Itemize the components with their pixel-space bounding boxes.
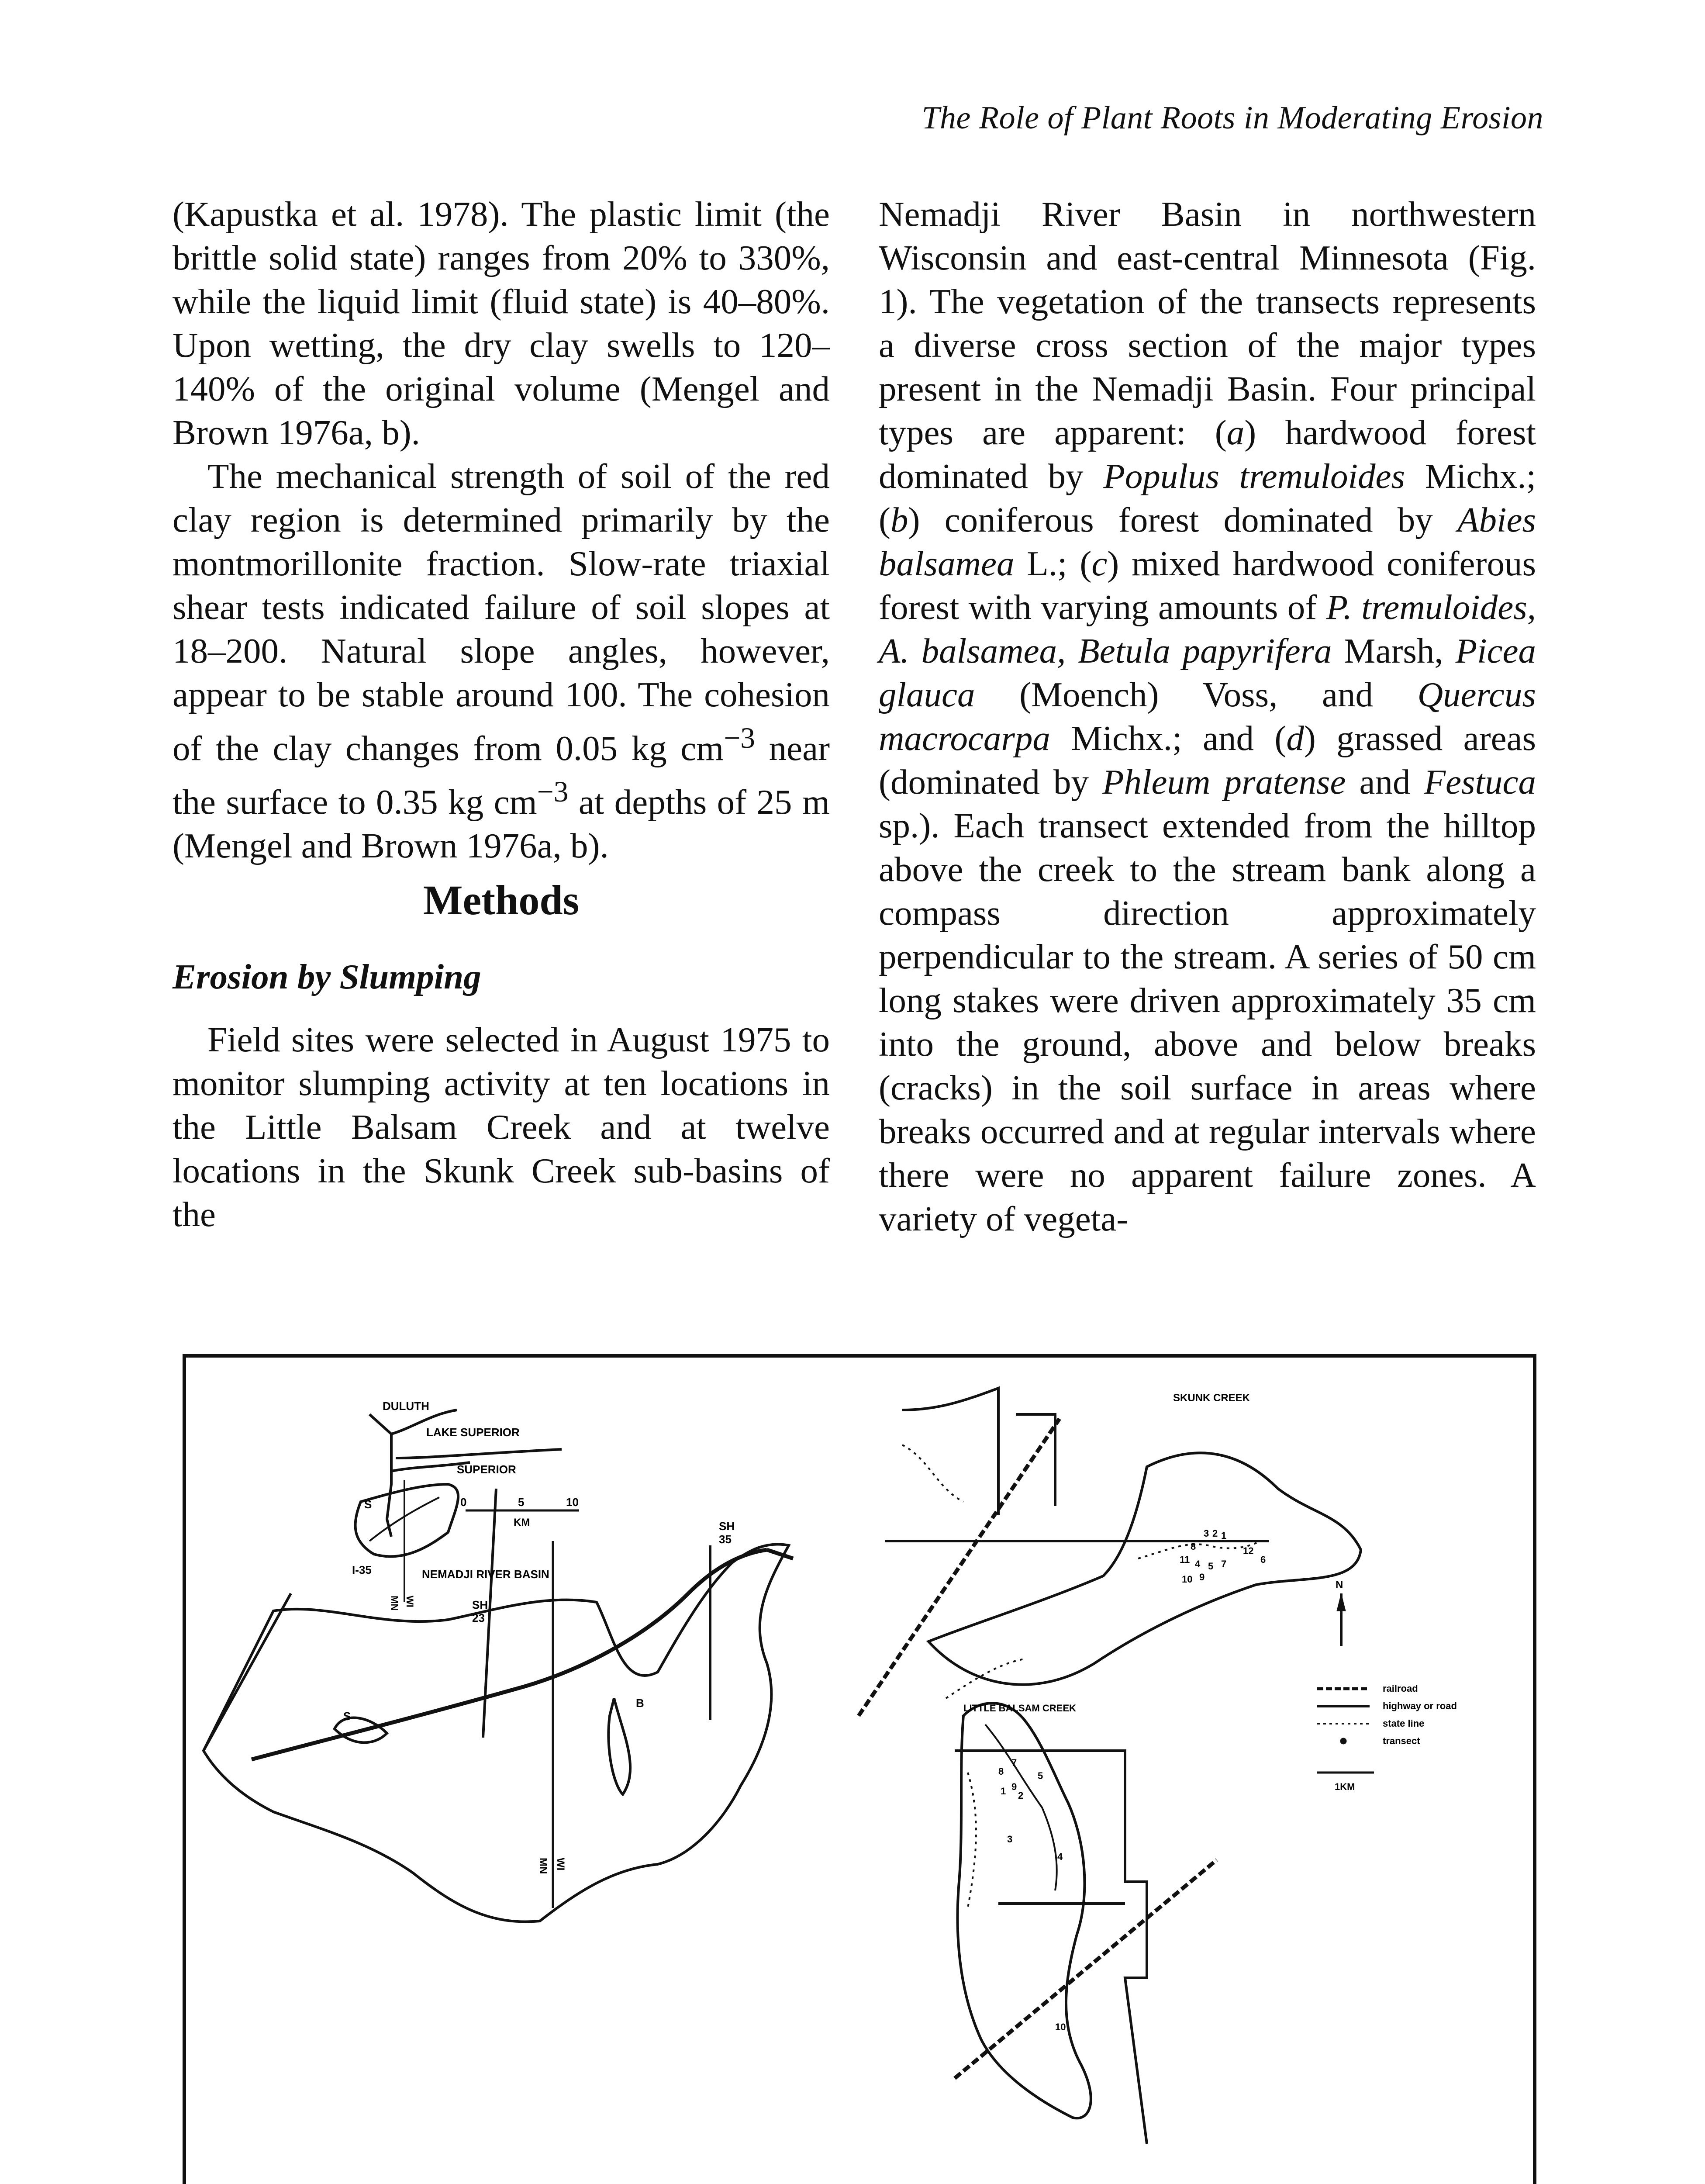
lb-tributary — [968, 1773, 976, 1908]
skunk-creek — [1138, 1541, 1260, 1559]
transect-label: 3 — [1007, 1834, 1013, 1845]
st-louis-river — [369, 1414, 391, 1537]
little-balsam-map — [955, 1703, 1217, 2144]
north-arrowhead — [1337, 1593, 1346, 1611]
sh23-label: 23 — [472, 1611, 485, 1624]
scale-0: 0 — [460, 1496, 467, 1509]
lb-basin-outline — [958, 1703, 1091, 2118]
transect-label: 1 — [1221, 1530, 1227, 1541]
basin-map — [204, 1489, 793, 1922]
location-map — [186, 1358, 1533, 2184]
scale-5: 5 — [518, 1496, 525, 1509]
left-column — [173, 192, 830, 867]
basin-label: NEMADJI RIVER BASIN — [422, 1568, 549, 1581]
lb-road — [1038, 1751, 1147, 2144]
transect-label: 7 — [1011, 1757, 1017, 1768]
basin-outline — [204, 1544, 789, 1921]
north-label: N — [1336, 1579, 1343, 1591]
transect-label: 5 — [1038, 1770, 1043, 1781]
transect-label: 10 — [1182, 1574, 1193, 1585]
transect-label: 9 — [1199, 1572, 1205, 1583]
superior-label: SUPERIOR — [457, 1463, 516, 1476]
skunk-road — [902, 1388, 998, 1515]
sh23-label: SH — [472, 1598, 488, 1611]
river-mouth — [767, 1550, 793, 1559]
transect-label: 2 — [1212, 1528, 1218, 1539]
transect-label: 12 — [1243, 1545, 1254, 1556]
lb-transect-labels — [998, 1757, 1066, 2032]
sh35-label: SH — [719, 1520, 735, 1533]
scale-km: KM — [514, 1517, 530, 1528]
mn-label: MN — [389, 1596, 400, 1611]
wi-label: WI — [555, 1858, 566, 1871]
lake-superior-shore — [396, 1449, 562, 1458]
transect-label: 7 — [1221, 1559, 1227, 1569]
subsection-heading: Erosion by Slumping — [173, 957, 481, 996]
paragraph: (Kapustka et al. 1978). The plastic limit (the brittle solid state) ranges from 20% to 330%, while the liquid limit (fluid state) is 40–80%. Upon wetting, the dry clay swells to 120–140% of the original volume (Mengel and Brown 1976a, b). — [173, 194, 830, 452]
legend-scale-label: 1KM — [1335, 1781, 1355, 1792]
mn-label: MN — [537, 1858, 549, 1874]
section-heading: Methods — [423, 877, 580, 923]
legend — [1317, 1593, 1374, 1773]
paragraph: Field sites were selected in August 1975 to monitor slumping activity at ten locations in the Little Balsam Creek and at twelve locations in the Skunk Creek sub-basins of the — [173, 1020, 830, 1234]
i35-label: I-35 — [352, 1563, 372, 1576]
scale-10: 10 — [566, 1496, 579, 1509]
legend-state-label: state line — [1383, 1718, 1425, 1729]
transect-label: 9 — [1011, 1781, 1017, 1792]
duluth-label: DULUTH — [383, 1400, 429, 1413]
sh23-highway — [483, 1489, 496, 1738]
transect-label: 4 — [1195, 1559, 1201, 1569]
creek-loop — [608, 1698, 630, 1794]
paragraph: Nemadji River Basin in northwestern Wisconsin and east-central Minnesota (Fig. 1). The vegetation of the transects represents a diverse cross section of the major types present in the Nemadji Basin. Four principal types are apparent: (a) hardwood forest dominated by Populus tremuloides Michx.; (b) coniferous forest dominated by Abies balsamea L.; (c) mixed hardwood coniferous forest with varying amounts of P. tremuloides, A. balsamea, Betula papyrifera Marsh, Picea glauca (Moench) Voss, and Quercus macrocarpa Michx.; and (d) grassed areas (dominated by Phleum pratense and Festuca sp.). Each transect extended from the hilltop above the creek to the stream bank along a compass direction approximately perpendicular to the stream. A series of 50 cm long stakes were driven approximately 35 cm into the ground, above and below breaks (cracks) in the soil surface in areas where breaks occurred and at regular intervals where there were no apparent failure zones. A variety of vegeta- — [879, 194, 1536, 1238]
transect-label: 3 — [1204, 1528, 1209, 1539]
basin-outline-inset — [355, 1484, 459, 1556]
b-label: B — [636, 1697, 644, 1710]
skunk-creek-label: SKUNK CREEK — [1173, 1392, 1250, 1404]
transect-label: 11 — [1180, 1554, 1190, 1565]
transect-label: 8 — [1191, 1541, 1196, 1552]
skunk-transect-labels — [1180, 1528, 1266, 1585]
sh35-label: 35 — [719, 1533, 732, 1546]
right-column — [879, 192, 1536, 1241]
transect-label: 2 — [1018, 1790, 1024, 1801]
wi-label: WI — [404, 1596, 415, 1607]
skunk-creek-map — [859, 1388, 1361, 1716]
transect-label: 1 — [1001, 1786, 1006, 1797]
legend-transect-label: transect — [1383, 1735, 1420, 1746]
running-header: The Role of Plant Roots in Moderating Erosion — [922, 100, 1543, 136]
transect-label: 8 — [998, 1766, 1004, 1777]
legend-highway-label: highway or road — [1383, 1700, 1457, 1711]
skunk-basin-outline — [928, 1453, 1361, 1684]
transect-label: 4 — [1057, 1851, 1063, 1862]
legend-transect-symbol — [1340, 1738, 1346, 1744]
lake-superior-label: LAKE SUPERIOR — [426, 1426, 520, 1439]
paragraph: The mechanical strength of soil of the red clay region is determined primarily by the montmorillonite fraction. Slow-rate triaxial shear tests indicated failure of soil slopes at 18–200. Natural slope angles, however, appear to be stable around 100. The cohesion of the clay changes from 0.05 kg $cm^{-3}$ near the surface to 0.35 kg $cm^{-3}$ at depths of 25 m (Mengel and Brown 1976a, b). — [173, 456, 830, 865]
skunk-road — [1016, 1414, 1055, 1506]
nemadji-river — [252, 1550, 767, 1759]
little-balsam-label: LITTLE BALSAM CREEK — [963, 1703, 1076, 1714]
skunk-railroad — [859, 1419, 1060, 1716]
left-column-lower — [173, 1018, 830, 1236]
skunk-tributary — [902, 1445, 963, 1502]
s-label: S — [364, 1498, 372, 1511]
s-label: S — [343, 1710, 351, 1723]
transect-label: 5 — [1208, 1561, 1214, 1572]
transect-label: 6 — [1260, 1554, 1266, 1565]
figure-map — [183, 1354, 1536, 2184]
transect-label: 10 — [1055, 2022, 1066, 2032]
legend-railroad-label: railroad — [1383, 1683, 1418, 1694]
